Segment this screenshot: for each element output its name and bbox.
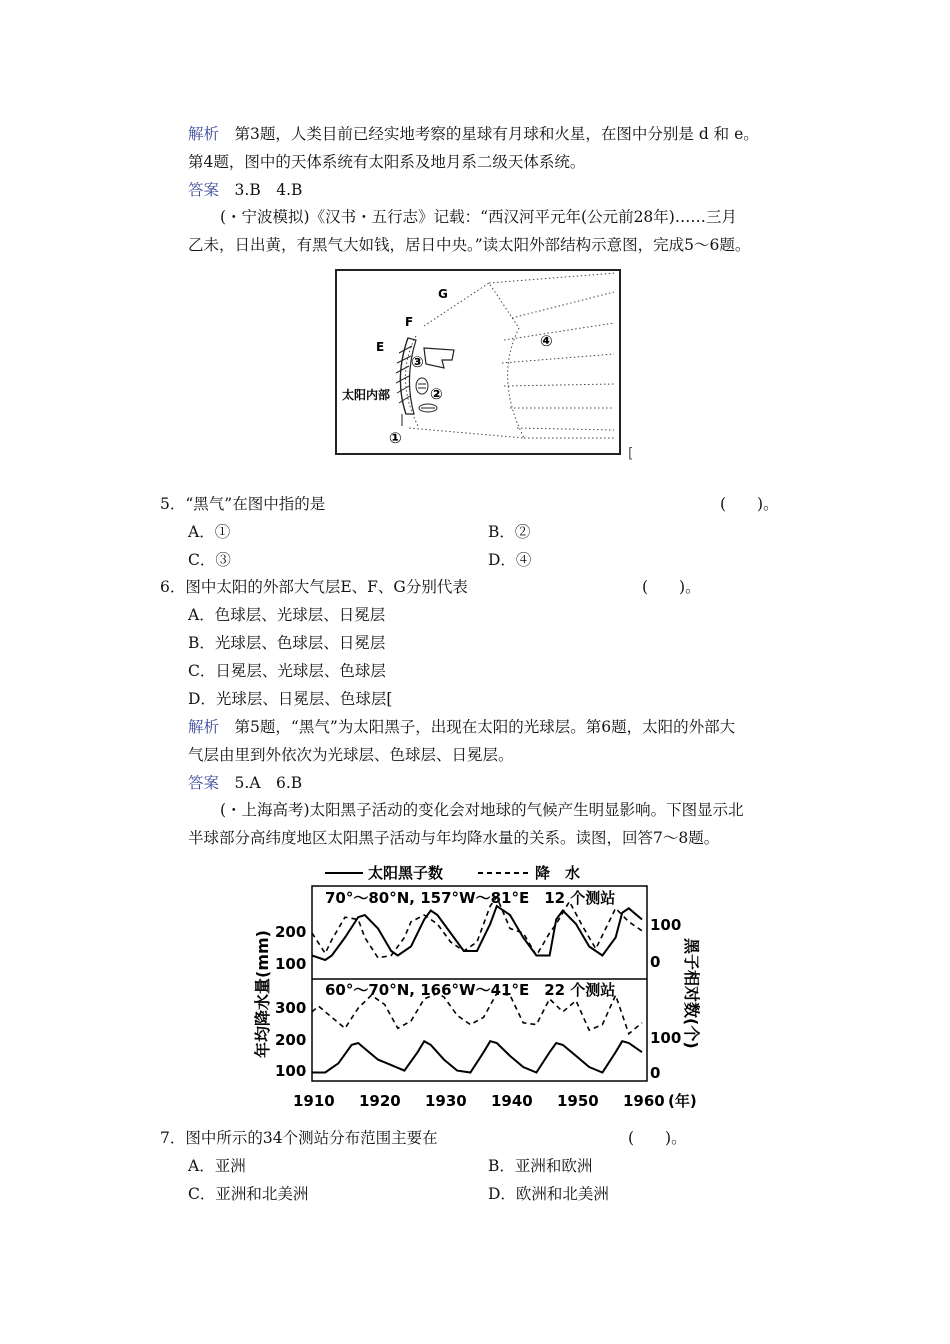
q6-option-b: B．光球层、色球层、日冕层 xyxy=(188,634,386,652)
analysis-tag: 解析 xyxy=(188,125,220,143)
q7-paren: ( )。 xyxy=(628,1129,687,1147)
panel1-title: 70°～80°N, 157°W～81°E 12 个测站 xyxy=(325,889,616,907)
p1-right-tick-100: 100 xyxy=(650,916,682,934)
x-axis-unit: (年) xyxy=(668,1092,697,1110)
label-4: ④ xyxy=(540,332,553,350)
analysis2-line-1 xyxy=(188,717,735,737)
p2-left-tick-100: 100 xyxy=(275,1062,307,1080)
q6-option-c: C．日冕层、光球层、色球层 xyxy=(188,662,386,680)
analysis-line-1 xyxy=(188,124,759,144)
p2-left-tick-300: 300 xyxy=(275,999,307,1017)
panel2-sunspot-line xyxy=(312,1041,642,1072)
x-tick-1950: 1950 xyxy=(557,1092,599,1110)
p2-right-tick-100: 100 xyxy=(650,1029,682,1047)
analysis-line-2: 第4题，图中的天体系统有太阳系及地月系二级天体系统。 xyxy=(188,153,586,171)
label-F: F xyxy=(405,315,414,329)
q5-option-d: D．④ xyxy=(488,551,532,569)
intro1-line-2: 乙未，日出黄，有黑气大如钱，居日中央。”读太阳外部结构示意图，完成5～6题。 xyxy=(188,236,751,254)
q6-option-d: D．光球层、日冕层、色球层[ xyxy=(188,690,393,708)
panel1-sunspot-line xyxy=(312,906,642,960)
q7-option-a: A．亚洲 xyxy=(188,1157,246,1175)
legend-sunspot: 太阳黑子数 xyxy=(368,864,444,882)
x-tick-1910: 1910 xyxy=(293,1092,335,1110)
x-tick-1960: 1960 xyxy=(623,1092,665,1110)
answer2-line xyxy=(188,773,302,793)
intro2-line-1: (・上海高考)太阳黑子活动的变化会对地球的气候产生明显影响。下图显示北 xyxy=(220,801,744,819)
analysis2-text: 第5题，“黑气”为太阳黑子，出现在太阳的光球层。第6题，太阳的外部大 xyxy=(234,718,736,736)
label-2: ② xyxy=(430,385,443,403)
q7-option-c: C．亚洲和北美洲 xyxy=(188,1185,309,1203)
q5-option-a: A．① xyxy=(188,523,231,541)
label-3: ③ xyxy=(411,353,424,371)
sun-structure-diagram xyxy=(334,268,644,463)
q5-stem: 5．“黑气”在图中指的是 xyxy=(160,495,326,513)
p1-right-tick-0: 0 xyxy=(650,953,661,971)
stray-bracket: [ xyxy=(628,446,634,462)
q6-paren: ( )。 xyxy=(642,578,701,596)
q7-option-b: B．亚洲和欧洲 xyxy=(488,1157,593,1175)
analysis2-tag: 解析 xyxy=(188,718,220,736)
label-E: E xyxy=(376,340,385,354)
answer2-text: 5.A 6.B xyxy=(234,774,303,792)
answer2-tag: 答案 xyxy=(188,774,220,792)
p2-left-tick-200: 200 xyxy=(275,1031,307,1049)
p1-left-tick-200: 200 xyxy=(275,923,307,941)
x-tick-1930: 1930 xyxy=(425,1092,467,1110)
right-axis-title: 黑子相对数(个) xyxy=(682,938,701,1049)
q6-option-a: A．色球层、光球层、日冕层 xyxy=(188,606,386,624)
x-tick-1940: 1940 xyxy=(491,1092,533,1110)
panel2-precip-line xyxy=(312,993,642,1033)
answer-text: 3.B 4.B xyxy=(234,181,303,199)
legend-precip: 降 水 xyxy=(535,864,581,882)
x-tick-1920: 1920 xyxy=(359,1092,401,1110)
left-axis-title: 年均降水量(mm) xyxy=(253,930,272,1058)
q5-option-c: C．③ xyxy=(188,551,231,569)
q7-option-d: D．欧洲和北美洲 xyxy=(488,1185,609,1203)
intro2-line-2: 半球部分高纬度地区太阳黑子活动与年均降水量的关系。读图，回答7～8题。 xyxy=(188,829,720,847)
q5-option-b: B．② xyxy=(488,523,531,541)
analysis2-line-2: 气层由里到外依次为光球层、色球层、日冕层。 xyxy=(188,746,514,764)
q7-stem: 7．图中所示的34个测站分布范围主要在 xyxy=(160,1129,438,1147)
intro1-line-1: (・宁波模拟)《汉书・五行志》记载：“西汉河平元年(公元前28年)……三月 xyxy=(220,208,737,226)
p1-left-tick-100: 100 xyxy=(275,955,307,973)
q6-stem: 6．图中太阳的外部大气层E、F、G分别代表 xyxy=(160,578,468,596)
label-interior: 太阳内部 xyxy=(342,388,391,402)
p2-right-tick-0: 0 xyxy=(650,1064,661,1082)
q5-paren: ( )。 xyxy=(720,495,779,513)
panel2-title: 60°～70°N, 166°W～41°E 22 个测站 xyxy=(325,981,616,999)
answer-line xyxy=(188,180,302,200)
analysis-text: 第3题，人类目前已经实地考察的星球有月球和火星，在图中分别是 d 和 e。 xyxy=(234,125,759,143)
sunspot-precipitation-chart xyxy=(250,858,710,1116)
label-1: ① xyxy=(389,429,402,447)
answer-tag: 答案 xyxy=(188,181,220,199)
label-G: G xyxy=(438,287,448,301)
